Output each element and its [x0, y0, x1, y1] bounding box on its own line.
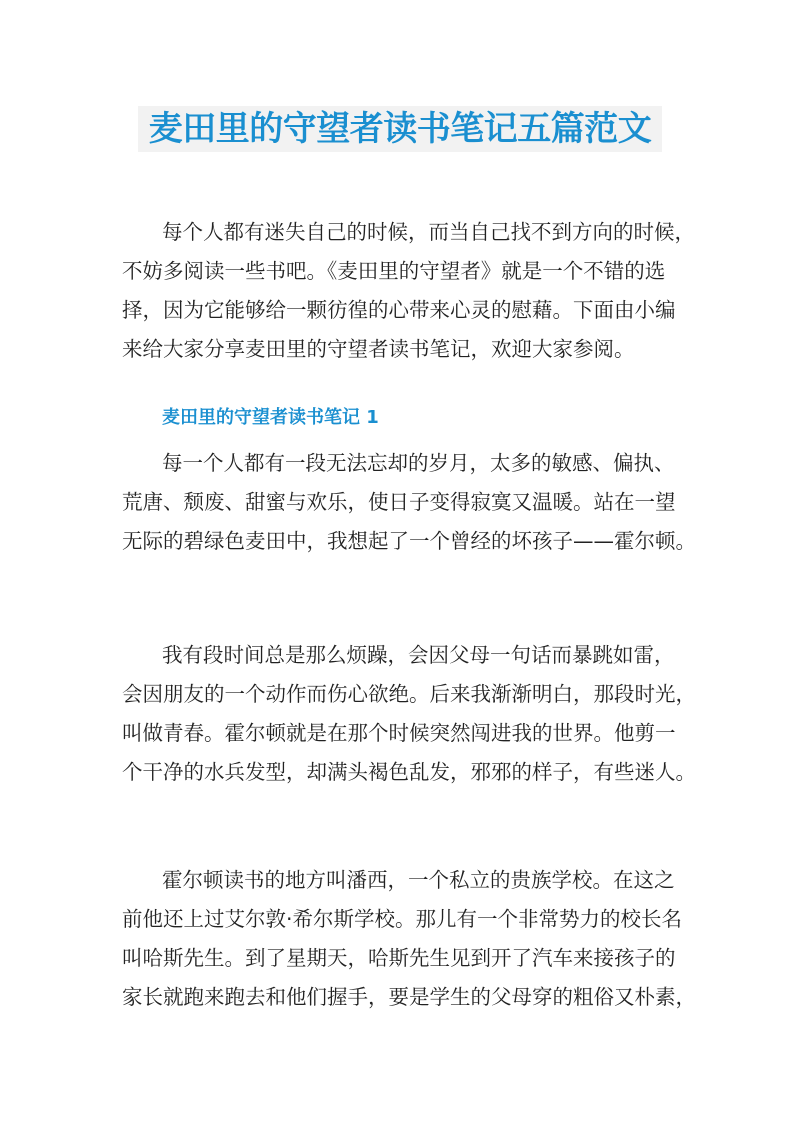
- text-line: 我有段时间总是那么烦躁，会因父母一句话而暴跳如雷，: [162, 643, 675, 667]
- text-line: 无际的碧绿色麦田中，我想起了一个曾经的坏孩子——霍尔顿。: [122, 529, 696, 553]
- text-line: 择，因为它能够给一颗彷徨的心带来心灵的慰藉。下面由小编: [122, 298, 676, 322]
- text-line: 每个人都有迷失自己的时候，而当自己找不到方向的时候，: [162, 220, 695, 244]
- document-title: 麦田里的守望者读书笔记五篇范文: [138, 106, 662, 152]
- text-line: 个干净的水兵发型，却满头褐色乱发，邪邪的样子，有些迷人。: [122, 760, 696, 784]
- text-line: 荒唐、颓废、甜蜜与欢乐，使日子变得寂寞又温暖。站在一望: [122, 490, 676, 514]
- text-line: 家长就跑来跑去和他们握手，要是学生的父母穿的粗俗又朴素，: [122, 985, 696, 1009]
- text-line: 每一个人都有一段无法忘却的岁月，太多的敏感、偏执、: [162, 451, 675, 475]
- section-heading: 麦田里的守望者读书笔记 1: [162, 407, 379, 428]
- text-line: 霍尔顿读书的地方叫潘西，一个私立的贵族学校。在这之: [162, 868, 675, 892]
- text-line: 不妨多阅读一些书吧。《麦田里的守望者》就是一个不错的选: [122, 259, 666, 283]
- text-line: 叫做青春。霍尔顿就是在那个时候突然闯进我的世界。他剪一: [122, 721, 676, 745]
- text-line: 会因朋友的一个动作而伤心欲绝。后来我渐渐明白，那段时光，: [122, 682, 696, 706]
- text-line: 前他还上过艾尔敦·希尔斯学校。那儿有一个非常势力的校长名: [122, 907, 683, 931]
- text-line: 来给大家分享麦田里的守望者读书笔记，欢迎大家参阅。: [122, 337, 635, 361]
- text-line: 叫哈斯先生。到了星期天，哈斯先生见到开了汽车来接孩子的: [122, 946, 676, 970]
